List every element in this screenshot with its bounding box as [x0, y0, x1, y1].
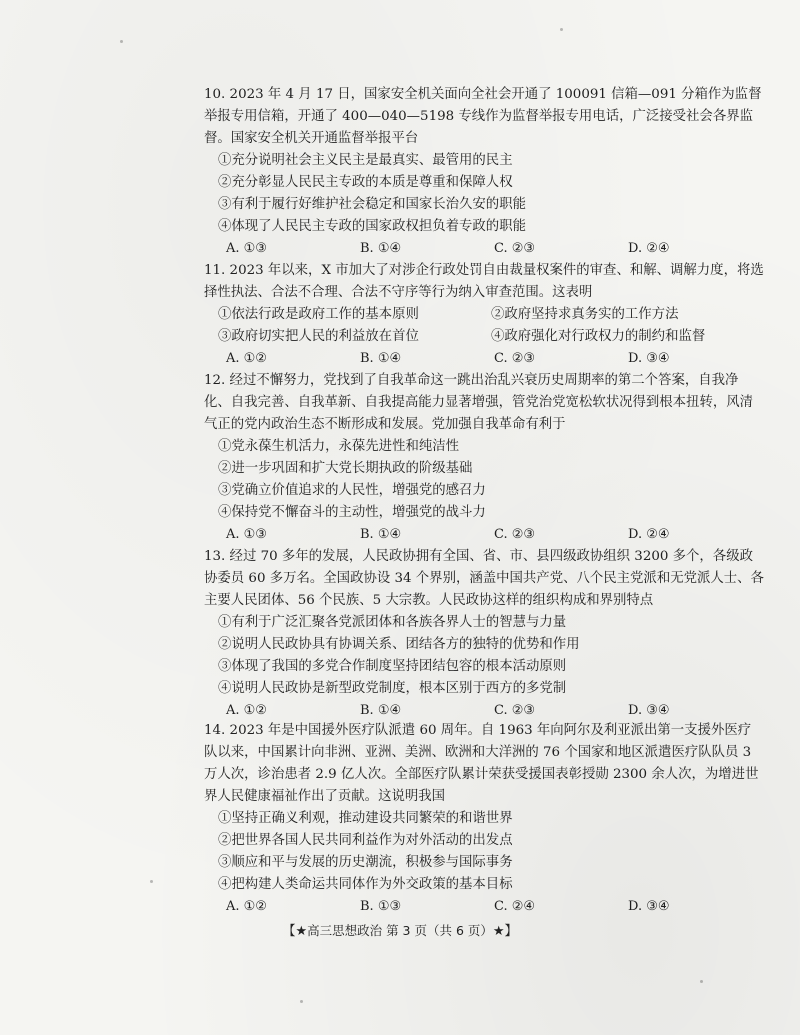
footer-text: 高三思想政治 第 3 页（共 6 页） — [307, 923, 493, 938]
option-3: ③有利于履行好维护社会稳定和国家长治久安的职能 — [218, 197, 526, 212]
answer-c: C. ②③ — [494, 351, 536, 366]
footer-star-left: 【★ — [282, 924, 308, 939]
answer-b: B. ①③ — [360, 899, 402, 914]
scan-speck — [300, 1000, 303, 1003]
footer-star-right: ★】 — [492, 924, 518, 939]
option-4: ④体现了人民民主专政的国家政权担负着专政的职能 — [218, 219, 526, 234]
answer-choices — [204, 524, 764, 546]
option-4: ④说明人民政协是新型政党制度，根本区别于西方的多党制 — [218, 681, 567, 696]
option-1: ①党永葆生机活力，永葆先进性和纯洁性 — [218, 439, 460, 454]
answer-a: A. ①③ — [226, 527, 267, 542]
answer-b: B. ①④ — [360, 527, 402, 542]
question-14 — [204, 720, 764, 920]
option-3: ③体现了我国的多党合作制度坚持团结包容的根本活动原则 — [218, 659, 567, 674]
answer-c: C. ②③ — [494, 703, 536, 718]
scan-speck — [700, 980, 703, 983]
question-stem: 10. 2023 年 4 月 17 日，国家安全机关面向全社会开通了 100091 信箱—091 分箱作为监督举报专用信箱，开通了 400—040—5198 专线作为监督举报专用电话，广泛接受社会各界监督。国家安全机关开通监督举报平台 — [204, 87, 762, 146]
answer-a: A. ①② — [226, 899, 267, 914]
option-2: ②进一步巩固和扩大党长期执政的阶级基础 — [218, 461, 473, 476]
option-2: ②政府坚持求真务实的工作方法 — [491, 307, 679, 322]
option-2: ②把世界各国人民共同利益作为对外活动的出发点 — [218, 833, 513, 848]
page-footer — [0, 920, 800, 939]
question-12 — [204, 370, 764, 548]
question-11 — [204, 260, 764, 372]
option-row — [204, 326, 764, 348]
answer-c: C. ②③ — [494, 527, 536, 542]
answer-choices — [204, 238, 764, 260]
answer-c: C. ②③ — [494, 241, 536, 256]
question-13 — [204, 546, 764, 724]
answer-b: B. ①④ — [360, 703, 402, 718]
scan-speck — [120, 40, 123, 43]
answer-d: D. ③④ — [628, 899, 670, 914]
option-1: ①坚持正确义利观，推动建设共同繁荣的和谐世界 — [218, 811, 513, 826]
option-1: ①充分说明社会主义民主是最真实、最管用的民主 — [218, 153, 513, 168]
option-2: ②充分彰显人民民主专政的本质是尊重和保障人权 — [218, 175, 513, 190]
option-3: ③政府切实把人民的利益放在首位 — [218, 329, 419, 344]
scan-speck — [150, 880, 153, 883]
answer-b: B. ①④ — [360, 241, 402, 256]
option-3: ③顺应和平与发展的历史潮流，积极参与国际事务 — [218, 855, 513, 870]
question-stem: 13. 经过 70 多年的发展，人民政协拥有全国、省、市、县四级政协组织 3200 多个，各级政协委员 60 多万名。全国政协设 34 个界别，涵盖中国共产党、八个民主党派和无党派人士、各主要人民团体、56 个民族、5 大宗教。人民政协这样的组织构成和界别特点 — [204, 549, 764, 608]
answer-d: D. ③④ — [628, 703, 670, 718]
answer-d: D. ③④ — [628, 351, 670, 366]
option-4: ④保持党不懈奋斗的主动性，增强党的战斗力 — [218, 505, 486, 520]
option-1: ①有利于广泛汇聚各党派团体和各族各界人士的智慧与力量 — [218, 615, 567, 630]
answer-choices — [204, 896, 764, 918]
answer-d: D. ②④ — [628, 241, 670, 256]
option-row — [204, 304, 764, 326]
answer-choices — [204, 348, 764, 370]
option-1: ①依法行政是政府工作的基本原则 — [218, 307, 419, 322]
answer-choices — [204, 700, 764, 722]
answer-b: B. ①④ — [360, 351, 402, 366]
option-4: ④把构建人类命运共同体作为外交政策的基本目标 — [218, 877, 513, 892]
question-stem: 12. 经过不懈努力，党找到了自我革命这一跳出治乱兴衰历史周期率的第二个答案，自我净化、自我完善、自我革新、自我提高能力显著增强，管党治党宽松软状况得到根本扭转，风清气正的党内政治生态不断形成和发展。党加强自我革命有利于 — [204, 373, 754, 432]
question-stem: 14. 2023 年是中国援外医疗队派遣 60 周年。自 1963 年向阿尔及利亚派出第一支援外医疗队以来，中国累计向非洲、亚洲、美洲、欧洲和大洋洲的 76 个国家和地区派遣医疗队队员 3 万人次，诊治患者 2.9 亿人次。全部医疗队累计荣获受援国表彰授勋 2300 余人次，为增进世界人民健康福祉作出了贡献。这说明我国 — [204, 723, 759, 804]
option-2: ②说明人民政协具有协调关系、团结各方的独特的优势和作用 — [218, 637, 580, 652]
answer-a: A. ①② — [226, 703, 267, 718]
option-4: ④政府强化对行政权力的制约和监督 — [491, 329, 706, 344]
answer-a: A. ①② — [226, 351, 267, 366]
answer-c: C. ②④ — [494, 899, 536, 914]
scan-speck — [560, 28, 563, 31]
question-10 — [204, 84, 764, 262]
answer-a: A. ①③ — [226, 241, 267, 256]
question-stem: 11. 2023 年以来，X 市加大了对涉企行政处罚自由裁量权案件的审查、和解、调解力度，将选择性执法、合法不合理、合法不守序等行为纳入审查范围。这表明 — [204, 263, 764, 300]
answer-d: D. ②④ — [628, 527, 670, 542]
option-3: ③党确立价值追求的人民性，增强党的感召力 — [218, 483, 486, 498]
